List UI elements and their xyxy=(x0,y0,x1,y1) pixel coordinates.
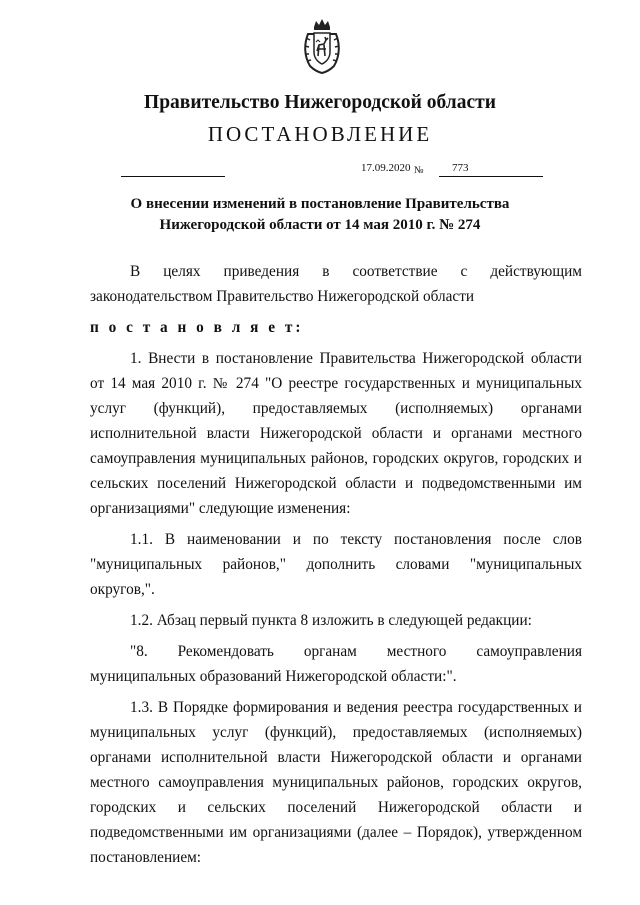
document-type: ПОСТАНОВЛЕНИЕ xyxy=(207,122,433,146)
item-1-1-paragraph: 1.1. В наименовании и по тексту постановления после слов "муниципальных районов," дополнить словами "муниципальных округов,". xyxy=(90,531,582,598)
item-1-2-paragraph: 1.2. Абзац первый пункта 8 изложить в следующей редакции: xyxy=(130,612,532,629)
document-subject xyxy=(0,194,640,236)
date-blank-line xyxy=(121,176,225,177)
document-date: 17.09.2020 xyxy=(361,162,411,174)
number-underline xyxy=(439,176,543,177)
government-name: Правительство Нижегородской области xyxy=(144,92,496,113)
resolves-word: п о с т а н о в л я е т: xyxy=(90,319,304,336)
item-1-2-quote-paragraph: "8. Рекомендовать органам местного самоуправления муниципальных образований Нижегородской области:". xyxy=(90,643,582,685)
item-1-paragraph: 1. Внести в постановление Правительства Нижегородской области от 14 мая 2010 г. № 274 "О реестре государственных и муниципальных услуг (функций), предоставляемых (исполняемых) органами исполнительной власти Нижегородской области и органами местного самоуправления муниципальных районов, городских округов, городских и сельских поселений Нижегородской области и подведомственными им организациями" следующие изменения: xyxy=(90,350,582,517)
subject-line-2: Нижегородской области от 14 мая 2010 г. № 274 xyxy=(159,217,481,233)
document-body xyxy=(90,259,582,876)
subject-line-1: О внесении изменений в постановление Правительства xyxy=(130,196,510,212)
preamble-paragraph: В целях приведения в соответствие с действующим законодательством Правительство Нижегородской области xyxy=(90,263,582,305)
number-sign: № xyxy=(414,165,424,176)
resolves-paragraph xyxy=(90,315,582,340)
coat-of-arms-icon xyxy=(302,18,342,74)
document-number: 773 xyxy=(452,162,469,174)
item-1-3-paragraph: 1.3. В Порядке формирования и ведения реестра государственных и муниципальных услуг (функций), предоставляемых (исполняемых) органами исполнительной власти Нижегородской области и органами местного самоуправления муниципальных районов, городских округов, городских и сельских поселений Нижегородской области и подведомственными им организациями (далее – Порядок), утвержденном постановлением: xyxy=(90,699,582,866)
